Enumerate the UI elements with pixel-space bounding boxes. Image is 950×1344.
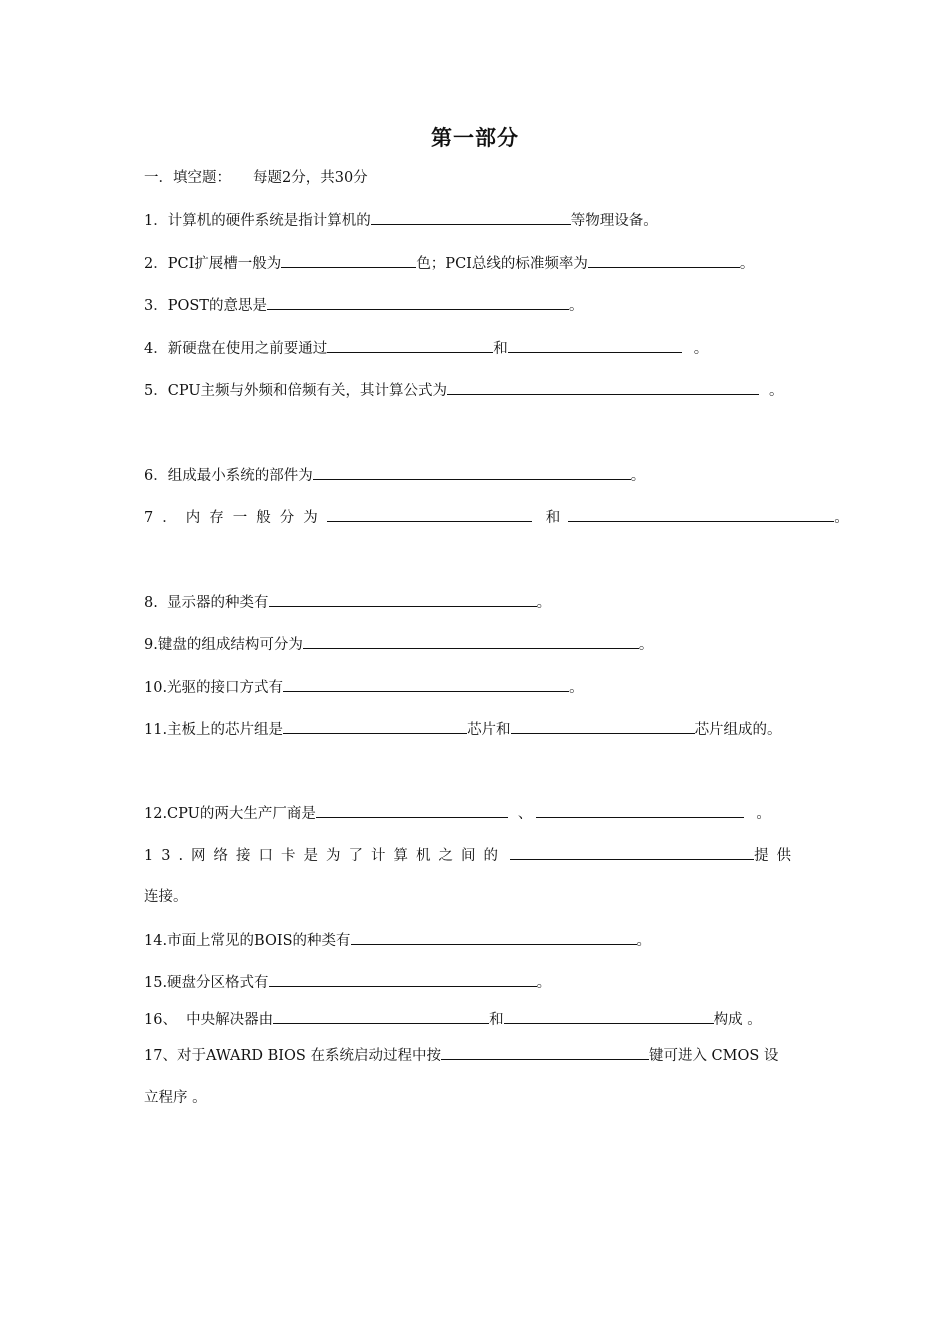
question-12: [144, 803, 771, 824]
question-text: 。: [636, 933, 652, 949]
question-5: [144, 380, 784, 401]
question-2: [144, 253, 754, 274]
answer-blank[interactable]: [371, 210, 571, 225]
question-text: 。: [536, 975, 552, 991]
answer-blank[interactable]: [283, 677, 569, 692]
question-text: 。: [569, 680, 584, 696]
question-text: 15.硬盘分区格式有: [144, 975, 269, 991]
question-text: 4．新硬盘在使用之前要通过: [144, 341, 328, 357]
question-text: 3．POST的意思是: [144, 298, 267, 314]
question-17: [144, 1045, 778, 1066]
question-16: [144, 1009, 762, 1030]
question-14: [144, 930, 651, 951]
question-text: 芯片和: [467, 722, 511, 738]
question-13: [144, 845, 799, 866]
question-13-continued: [144, 887, 188, 907]
question-text: 7．内存一般分为: [144, 510, 327, 526]
answer-blank[interactable]: [511, 719, 695, 734]
question-6: [144, 465, 645, 486]
question-4: [144, 338, 708, 359]
question-text: 和: [493, 341, 508, 357]
question-text: 连接。: [144, 889, 188, 905]
answer-blank[interactable]: [536, 803, 744, 818]
question-text: 17、对于AWARD BIOS 在系统启动过程中按: [144, 1048, 441, 1064]
question-text: 。: [739, 256, 755, 272]
answer-blank[interactable]: [283, 719, 467, 734]
answer-blank[interactable]: [269, 972, 537, 987]
answer-blank[interactable]: [327, 507, 532, 522]
question-text: 。: [769, 383, 784, 399]
question-7: [144, 507, 849, 528]
question-text: 10.光驱的接口方式有: [144, 680, 284, 696]
answer-blank[interactable]: [351, 930, 637, 945]
question-text: 立程序 。: [144, 1090, 207, 1106]
answer-blank[interactable]: [273, 1009, 489, 1024]
question-text: 、: [517, 806, 533, 822]
answer-blank[interactable]: [316, 803, 508, 818]
question-text: 8. 显示器的种类有: [144, 595, 269, 611]
question-text: 构成 。: [713, 1012, 762, 1028]
question-11: [144, 719, 782, 740]
question-text: 。: [536, 595, 552, 611]
answer-blank[interactable]: [568, 507, 834, 522]
question-text: 和: [489, 1012, 504, 1028]
answer-blank[interactable]: [447, 380, 759, 395]
question-10: [144, 677, 584, 698]
question-text: 6．组成最小系统的部件为: [144, 468, 313, 484]
answer-blank[interactable]: [508, 338, 682, 353]
answer-blank[interactable]: [510, 845, 754, 860]
answer-blank[interactable]: [504, 1009, 714, 1024]
page-title: 第一部分: [431, 125, 519, 150]
question-text: 。: [693, 341, 709, 357]
question-text: 等物理设备。: [570, 213, 658, 229]
answer-blank[interactable]: [267, 295, 569, 310]
section-header: [144, 168, 368, 188]
question-text: 。: [568, 298, 584, 314]
question-3: [144, 295, 583, 316]
answer-blank[interactable]: [281, 253, 416, 268]
question-text: 14.市面上常见的BOIS的种类有: [144, 933, 351, 949]
question-text: 9.键盘的组成结构可分为: [144, 637, 303, 653]
question-text: 。: [638, 637, 654, 653]
question-text: 提供: [754, 848, 800, 864]
answer-blank[interactable]: [441, 1045, 649, 1060]
question-17-continued: [144, 1088, 207, 1108]
question-text: 16、 中央解决器由: [144, 1012, 274, 1028]
question-text: 键可进入 CMOS 设: [648, 1048, 779, 1064]
question-text: 色；PCI总线的标准频率为: [416, 256, 588, 272]
question-text: 2．PCI扩展槽一般为: [144, 256, 282, 272]
question-text: 1．计算机的硬件系统是指计算机的: [144, 213, 371, 229]
question-text: 。: [834, 510, 849, 526]
question-text: 。: [630, 468, 646, 484]
question-text: 芯片组成的。: [694, 722, 782, 738]
question-1: [144, 210, 658, 231]
section-scoring: 每题2分，共30分: [253, 170, 368, 186]
question-15: [144, 972, 551, 993]
answer-blank[interactable]: [303, 634, 639, 649]
question-text: 12.CPU的两大生产厂商是: [144, 806, 316, 822]
question-text: 11.主板上的芯片组是: [144, 722, 284, 738]
question-text: 5．CPU主频与外频和倍频有关，其计算公式为: [144, 383, 448, 399]
question-text: 。: [756, 806, 771, 822]
question-9: [144, 634, 653, 655]
question-8: [144, 592, 551, 613]
answer-blank[interactable]: [588, 253, 740, 268]
question-text: 和: [545, 510, 561, 526]
question-text: 13.网络接口卡是为了计算机之间的: [144, 848, 507, 864]
answer-blank[interactable]: [269, 592, 537, 607]
section-label: 一．填空题：: [144, 170, 231, 186]
answer-blank[interactable]: [313, 465, 631, 480]
answer-blank[interactable]: [327, 338, 493, 353]
